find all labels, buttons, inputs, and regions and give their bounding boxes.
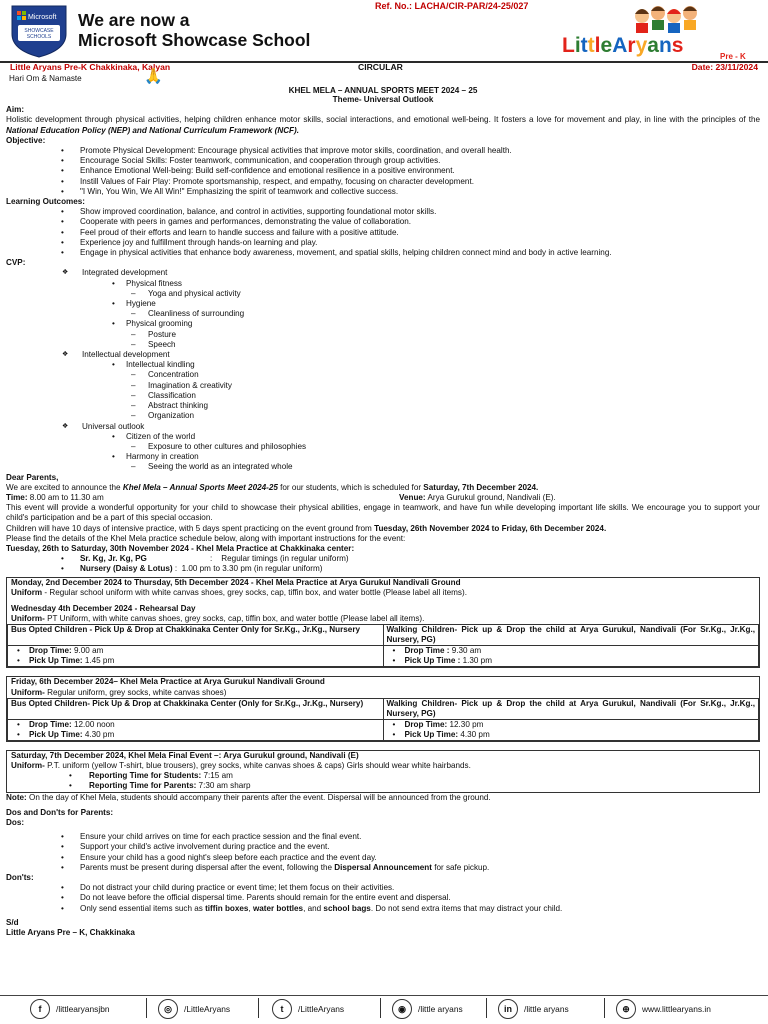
practice-box-friday: [6, 676, 760, 741]
cvp-item: ❖ Universal outlook: [6, 422, 760, 432]
list-item: • Encourage Social Skills: Foster teamwork, communication, and cooperation through group activities.: [6, 156, 760, 166]
donts-heading: Don'ts:: [6, 873, 34, 882]
uniform-text: Uniform- Regular uniform, grey socks, white canvas shoes): [11, 687, 227, 697]
circular-body: [6, 68, 760, 938]
list-item: • Experience joy and fulfillment through hands-on learning and play.: [6, 238, 760, 248]
list-item: • Sr. Kg, Jr. Kg, PG : Regular timings (in regular uniform): [6, 554, 760, 564]
circular-label: CIRCULAR: [358, 62, 403, 72]
learning-outcomes-heading: Learning Outcomes:: [6, 197, 86, 207]
website-link[interactable]: ⊕ www.littlearyans.in: [616, 999, 711, 1019]
cvp-detail: – Exposure to other cultures and philosophies: [6, 442, 760, 452]
facebook-link[interactable]: f /littlearyansjbn: [30, 999, 110, 1019]
circular-date: Date: 23/11/2024: [691, 62, 758, 72]
objective-heading: Objective:: [6, 135, 46, 145]
uniform-text: Uniform- P.T. uniform (yellow T-shirt, blue trousers), grey socks, white canvas shoes & caps) Girls should wear white hairbands.: [11, 760, 471, 770]
svg-text:SCHOOLS: SCHOOLS: [26, 34, 52, 40]
chakkinaka-practice-heading: Tuesday, 26th to Saturday, 30th November 2024 - Khel Mela Practice at Chakkinaka center:: [6, 543, 355, 553]
svg-text:LittleAryans: LittleAryans: [562, 34, 684, 57]
practice-box-mon-thu: [6, 577, 760, 669]
salutation: Dear Parents,: [6, 472, 59, 482]
badge-brand: Microsoft: [28, 14, 57, 21]
event-theme: Theme- Universal Outlook: [332, 95, 434, 104]
cvp-subitem: • Physical fitness: [6, 279, 760, 289]
uniform-text: Uniform - Regular school uniform with white canvas shoes, grey socks, cap, tiffin box, and water bottle (Please label all items).: [11, 587, 467, 597]
list-item: • Do not distract your child during practice or event time; let them focus on their activities.: [6, 883, 760, 893]
list-item: • Only send essential items such as tiffin boxes, water bottles, and school bags. Do not send extra items that may distract your child.: [6, 904, 760, 914]
dos-heading: Dos:: [6, 817, 25, 827]
social-footer: [0, 995, 768, 1022]
aim-heading: Aim:: [6, 105, 25, 115]
practice-text: Children will have 10 days of intensive practice, with 5 days spent practicing on the event ground from Tuesday, 26th November 2024 to Friday, 6th December 2024.: [6, 523, 607, 533]
cvp-item: ❖ Integrated development: [6, 268, 760, 278]
signature-sd: S/d: [6, 917, 19, 927]
walking-times: • Drop Time: 12.30 pm • Pick Up Time: 4.30 pm: [383, 719, 759, 740]
cvp-subitem: • Intellectual kindling: [6, 360, 760, 370]
uniform-text: Uniform- PT Uniform, with white canvas shoes, grey socks, cap, tiffin box, and water bottle (Please label all items).: [11, 614, 425, 624]
svg-text:SHOWCASE: SHOWCASE: [24, 28, 54, 34]
cvp-detail: – Posture: [6, 330, 760, 340]
little-aryans-logo: [560, 4, 760, 60]
box-heading: Saturday, 7th December 2024, Khel Mela Final Event –: Arya Gurukul ground, Nandivali (E): [11, 750, 359, 760]
bus-times: • Drop Time: 12.00 noon • Pick Up Time: 4.30 pm: [8, 719, 384, 740]
timing-table: [7, 624, 759, 667]
cvp-detail: – Seeing the world as an integrated whole: [6, 462, 760, 472]
list-item: • Ensure your child arrives on time for each practice session and the final event.: [6, 832, 760, 842]
walking-heading: Walking Children- Pick up & Drop the child at Arya Gurukul, Nandivali (For Sr.Kg., Jr.Kg., Nursery, PG): [383, 698, 759, 719]
time-venue-line: Time: 8.00 am to 11.30 am Venue: Arya Gurukul ground, Nandivali (E).: [6, 492, 556, 502]
facebook-icon: f: [30, 999, 50, 1019]
rehearsal-heading: Wednesday 4th December 2024 - Rehearsal Day: [11, 603, 196, 613]
reference-number: Ref. No.: LACHA/CIR-PAR/24-25/027: [375, 1, 529, 11]
cvp-subitem: • Citizen of the world: [6, 432, 760, 442]
reporting-students: • Reporting Time for Students: 7:15 am: [69, 771, 233, 781]
list-item: • Parents must be present during dispersal after the event, following the Dispersal Announcement for safe pickup.: [6, 863, 760, 873]
header-title-line1: We are now a: [78, 10, 190, 30]
signature-name: Little Aryans Pre – K, Chakkinaka: [6, 928, 135, 938]
list-item: • "I Win, You Win, We All Win!" Emphasizing the spirit of teamwork and collective success.: [6, 187, 760, 197]
box-heading: Monday, 2nd December 2024 to Thursday, 5th December 2024 - Khel Mela Practice at Arya Gurukul Nandivali Ground: [11, 577, 461, 587]
school-name: Little Aryans Pre-K Chakkinaka, Kalyan: [10, 62, 171, 72]
globe-icon: ⊕: [616, 999, 636, 1019]
dos-donts-heading: Dos and Don'ts for Parents:: [6, 807, 114, 817]
box-heading: Friday, 6th December 2024– Khel Mela Practice at Arya Gurukul Nandivali Ground: [11, 677, 325, 687]
linkedin-link[interactable]: in /little aryans: [498, 999, 569, 1019]
announcement-text: We are excited to announce the Khel Mela – Annual Sports Meet 2024-25 for our students, which is scheduled for Saturday, 7th December 2024.: [6, 482, 539, 492]
greeting: Hari Om & Namaste: [9, 74, 82, 83]
list-item: • Show improved coordination, balance, and control in activities, supporting foundational motor skills.: [6, 207, 760, 217]
linkedin-icon: in: [498, 999, 518, 1019]
list-item: • Promote Physical Development: Encourage physical activities that improve motor skills, coordination, and overall health.: [6, 146, 760, 156]
donts-list: [6, 883, 760, 914]
list-item: • Feel proud of their efforts and learn to handle success and failure with a positive attitude.: [6, 228, 760, 238]
svg-text:Pre - K: Pre - K: [720, 52, 746, 60]
cvp-item: ❖ Intellectual development: [6, 350, 760, 360]
bus-times: • Drop Time: 9.00 am • Pick Up Time: 1.45 pm: [8, 646, 384, 667]
cvp-detail: – Classification: [6, 391, 760, 401]
pinterest-link[interactable]: ◉ /little aryans: [392, 999, 463, 1019]
cvp-detail: – Yoga and physical activity: [6, 289, 760, 299]
reporting-parents: • Reporting Time for Parents: 7:30 am sharp: [69, 781, 251, 791]
list-item: • Instill Values of Fair Play: Promote sportsmanship, respect, and empathy, focusing on character development.: [6, 177, 760, 187]
cvp-detail: – Cleanliness of surrounding: [6, 309, 760, 319]
list-item: • Do not leave before the official dispersal time. Parents should remain for the entire event and dispersal.: [6, 893, 760, 903]
dos-list: [6, 832, 760, 873]
cvp-heading: CVP:: [6, 258, 26, 268]
instagram-icon: ◎: [158, 999, 178, 1019]
objectives-list: [6, 146, 760, 197]
cvp-subitem: • Hygiene: [6, 299, 760, 309]
aim-text: Holistic development through physical activities, helping children enhance motor skills, social interactions, and emotional well-being. It fosters a love for movement and play, in line with the principles of the National Education Policy (NEP) and National Curriculum Framework (NCF).: [6, 115, 760, 135]
bus-heading: Bus Opted Children - Pick Up & Drop at Chakkinaka Center Only for Sr.Kg., Jr.Kg., Nursery: [8, 625, 384, 646]
note: Note: On the day of Khel Mela, students should accompany their parents after the event. Dispersal will be announced from the ground.: [6, 792, 491, 802]
final-event-box: [6, 750, 760, 793]
namaste-icon: 🙏: [144, 68, 163, 85]
header-title: [78, 10, 310, 50]
list-item: • Ensure your child has a good night's sleep before each practice and the event day.: [6, 853, 760, 863]
schedule-intro: Please find the details of the Khel Mela practice schedule below, along with important instructions for the event:: [6, 533, 406, 543]
microsoft-showcase-badge: [8, 4, 70, 58]
cvp-detail: – Organization: [6, 411, 760, 421]
pinterest-icon: ◉: [392, 999, 412, 1019]
cvp-subitem: • Harmony in creation: [6, 452, 760, 462]
event-description: This event will provide a wonderful opportunity for your child to showcase their physical abilities, engage in teamwork, and have fun while developing important life skills. We encourage you to support your child's participation and be a part of this special occasion.: [6, 503, 760, 523]
cvp-list: [6, 268, 760, 472]
list-item: • Nursery (Daisy & Lotus) : 1.00 pm to 3.30 pm (in regular uniform): [6, 564, 760, 574]
twitter-link[interactable]: t /LittleAryans: [272, 999, 344, 1019]
list-item: • Enhance Emotional Well-being: Build self-confidence and emotional resilience in a positive environment.: [6, 166, 760, 176]
cvp-detail: – Abstract thinking: [6, 401, 760, 411]
header-title-line2: Microsoft Showcase School: [78, 30, 311, 50]
list-item: • Engage in physical activities that enhance body awareness, movement, and spatial skills, helping children connect mind and body in active learning.: [6, 248, 760, 258]
twitter-icon: t: [272, 999, 292, 1019]
walking-heading: Walking Children- Pick up & Drop the child at Arya Gurukul, Nandivali (For Sr.Kg., Jr.Kg., Nursery, PG): [383, 625, 759, 646]
timing-table: [7, 698, 759, 741]
cvp-detail: – Speech: [6, 340, 760, 350]
cvp-detail: – Concentration: [6, 370, 760, 380]
list-item: • Cooperate with peers in games and performances, demonstrating the value of collaboration.: [6, 217, 760, 227]
walking-times: • Drop Time : 9.30 am • Pick Up Time : 1.30 pm: [383, 646, 759, 667]
cvp-detail: – Imagination & creativity: [6, 381, 760, 391]
instagram-link[interactable]: ◎ /LittleAryans: [158, 999, 230, 1019]
list-item: • Support your child's active involvement during practice and the event.: [6, 842, 760, 852]
event-title: KHEL MELA – ANNUAL SPORTS MEET 2024 – 25: [288, 86, 478, 95]
chakkinaka-timings: [6, 554, 760, 574]
bus-heading: Bus Opted Children- Pick Up & Drop at Chakkinaka Center (Only for Sr.Kg., Jr.Kg., Nursery): [8, 698, 384, 719]
outcomes-list: [6, 207, 760, 258]
cvp-subitem: • Physical grooming: [6, 319, 760, 329]
